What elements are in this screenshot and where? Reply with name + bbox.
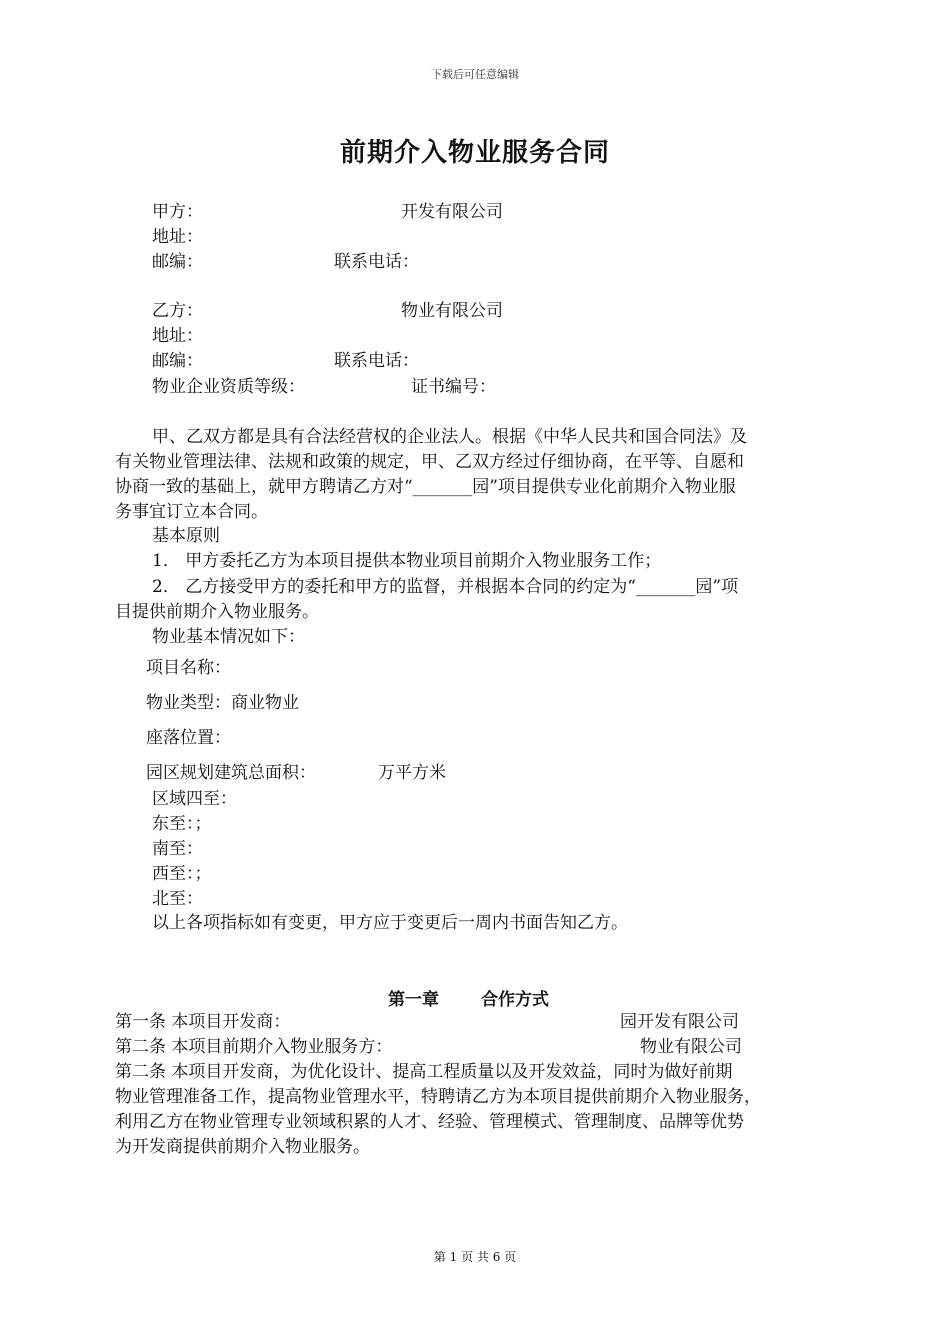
article-1-value: 园开发有限公司 <box>620 1012 739 1032</box>
page-header: 下载后可任意编辑 <box>431 68 519 81</box>
principles-heading: 基本原则 <box>152 526 220 546</box>
principle-item-2: 2． 乙方接受甲方的委托和甲方的监督，并根据本合同的约定为“_______园”项 <box>152 577 739 597</box>
party-a-address: 地址： <box>152 227 203 247</box>
chapter-number: 第一章 <box>388 990 439 1010</box>
article-2-label: 第二条 本项目前期介入物业服务方： <box>115 1037 393 1057</box>
party-a-phone: 联系电话： <box>334 252 419 272</box>
party-a-postcode: 邮编： <box>152 252 203 272</box>
property-location: 座落位置： <box>146 728 231 748</box>
party-b-label: 乙方： <box>152 301 203 321</box>
party-b-postcode: 邮编： <box>152 351 203 371</box>
article-3-line: 利用乙方在物业管理专业领域积累的人才、经验、管理模式、管理制度、品牌等优势 <box>115 1112 744 1132</box>
contract-title: 前期介入物业服务合同 <box>339 138 610 168</box>
principle-item-1: 1． 甲方委托乙方为本项目提供本物业项目前期介入物业服务工作； <box>152 551 662 571</box>
boundary-south: 南至： <box>152 839 203 859</box>
boundary-west: 西至：； <box>152 864 212 884</box>
total-area-unit: 万平方米 <box>378 763 446 783</box>
article-1-label: 第一条 本项目开发商： <box>115 1012 291 1032</box>
chapter-heading <box>388 985 549 1010</box>
principle-item-2-cont: 目提供前期介入物业服务。 <box>115 602 319 622</box>
article-2-value: 物业有限公司 <box>640 1037 742 1057</box>
total-area-label: 园区规划建筑总面积： <box>146 763 316 783</box>
article-3-line: 为开发商提供前期介入物业服务。 <box>115 1137 370 1157</box>
change-note: 以上各项指标如有变更，甲方应于变更后一周内书面告知乙方。 <box>152 913 628 933</box>
project-name: 项目名称： <box>146 658 231 678</box>
party-b-qualification: 物业企业资质等级： <box>152 377 305 397</box>
preamble-line: 甲、乙双方都是具有合法经营权的企业法人。根据《中华人民共和国合同法》及 <box>152 427 747 447</box>
boundaries-label: 区域四至： <box>152 789 237 809</box>
preamble-line: 有关物业管理法律、法规和政策的规定，甲、乙双方经过仔细协商，在平等、自愿和 <box>115 452 744 472</box>
boundary-east: 东至：； <box>152 814 212 834</box>
preamble-line: 务事宜订立本合同。 <box>115 502 268 522</box>
chapter-name: 合作方式 <box>481 990 549 1010</box>
party-a-company: 开发有限公司 <box>401 202 503 222</box>
party-a-label: 甲方： <box>152 202 203 222</box>
article-3-line: 物业管理准备工作，提高物业管理水平，特聘请乙方为本项目提供前期介入物业服务， <box>115 1087 761 1107</box>
page-footer: 第 1 页 共 6 页 <box>433 1250 517 1264</box>
property-type: 物业类型：商业物业 <box>146 693 299 713</box>
party-b-address: 地址： <box>152 326 203 346</box>
property-intro: 物业基本情况如下： <box>152 627 305 647</box>
party-b-phone: 联系电话： <box>334 351 419 371</box>
article-3-line: 第二条 本项目开发商，为优化设计、提高工程质量以及开发效益，同时为做好前期 <box>115 1062 733 1082</box>
party-b-company: 物业有限公司 <box>401 301 503 321</box>
boundary-north: 北至： <box>152 889 203 909</box>
party-b-certificate: 证书编号： <box>411 377 496 397</box>
preamble-line: 协商一致的基础上，就甲方聘请乙方对“_______园”项目提供专业化前期介入物业服 <box>115 477 736 497</box>
